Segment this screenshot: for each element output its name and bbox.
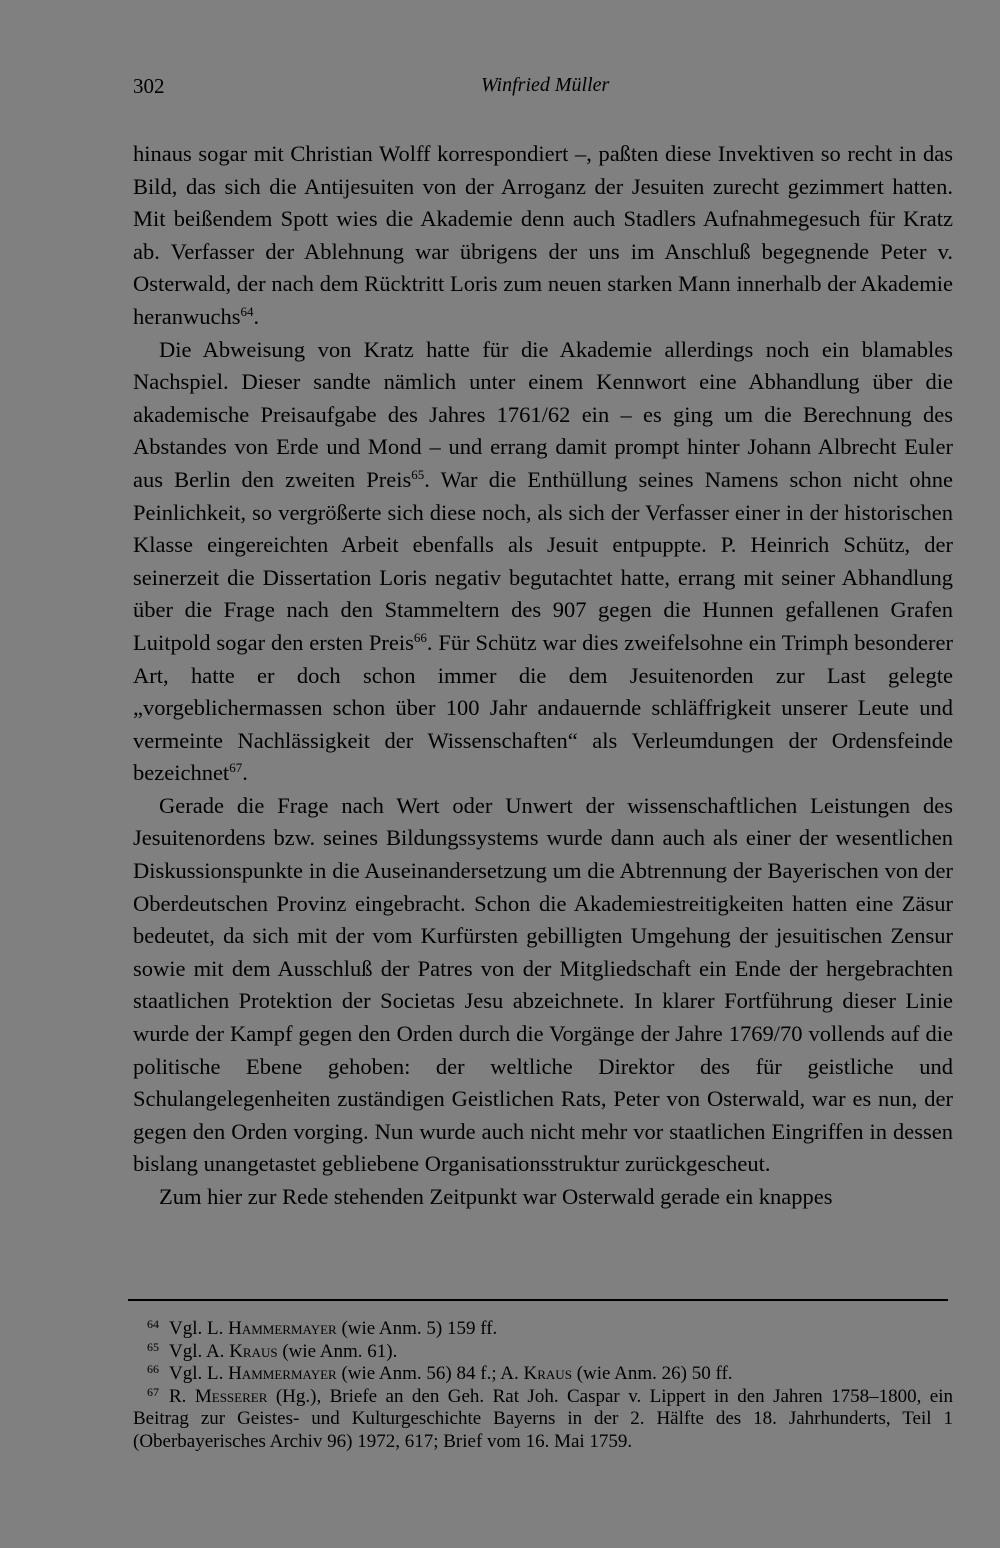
footnote-author: Messerer xyxy=(194,1385,268,1407)
footnote-text: (Hg.), Briefe an den Geh. Rat Joh. Caspar v. Lippert in den Jahren 1758–1800, ein Beitrag zur Geistes- und Kulturgeschichte Bayerns in der 2. Hälfte des 18. Jahrhunderts, Teil 1 (Oberbayerisches Archiv 96) 1972, 617; Brief vom 16. Mai 1759. xyxy=(133,1385,953,1452)
footnotes xyxy=(133,1318,953,1453)
footnote-text: Vgl. L. xyxy=(169,1318,229,1339)
footnote-text: R. xyxy=(169,1385,195,1407)
footnote-author: Kraus xyxy=(523,1363,572,1384)
page-number: 302 xyxy=(133,74,165,98)
running-title: Winfried Müller xyxy=(481,74,610,96)
footnote-65 xyxy=(133,1341,953,1364)
footnote-author: Hammermayer xyxy=(228,1363,337,1384)
footnote-ref-66[interactable]: 66 xyxy=(413,629,427,645)
footnote-author: Kraus xyxy=(229,1340,278,1362)
footnote-text: Vgl. L. xyxy=(169,1363,229,1384)
paragraph-1-text: hinaus sogar mit Christian Wolff korrespondiert –, paßten diese Invektiven so recht in das Bild, das sich die Antijesuiten von der Arroganz der Jesuiten zurecht gezimmert hatten. Mit beißendem Spott wies die Akademie denn auch Stadlers Aufnahmegesuch für Kratz ab. Verfasser der Ablehnung war übrigens der uns im Anschluß begegnende Peter v. Osterwald, der nach dem Rücktritt Loris zum neuen starken Mann innerhalb der Akademie heranwuchs xyxy=(133,141,953,329)
paragraph-2-text-a: Die Abweisung von Kratz hatte für die Akademie allerdings noch ein blamables Nachspiel. Dieser sandte nämlich unter einem Kennwort eine Abhandlung über die akademische Preisaufgabe des Jahres 1761/62 ein – es ging um die Berechnung des Abstandes von Erde und Mond – und errang damit prompt hinter Johann Albrecht Euler aus Berlin den zweiten Preis xyxy=(133,336,953,492)
footnote-number: 67 xyxy=(147,1384,159,1399)
footnote-ref-64[interactable]: 64 xyxy=(240,303,254,319)
footnote-text: (wie Anm. 26) 50 ff. xyxy=(571,1363,733,1384)
footnote-67 xyxy=(133,1386,953,1454)
paragraph-1-tail: . xyxy=(253,303,260,329)
paragraph-1 xyxy=(133,138,953,334)
paragraph-2-text-d: . xyxy=(242,760,248,786)
paragraph-4: Zum hier zur Rede stehenden Zeitpunkt war Osterwald gerade ein knappes xyxy=(159,1184,833,1209)
paragraph-2-text-c: . Für Schütz war dies zweifelsohne ein Trimph besonderer Art, hatte er doch schon immer die dem Jesuitenorden zur Last gelegte „vorgeblichermassen schon über 100 Jahr andauernde schläffrigkeit unserer Leute und vermeinte Nachlässigkeit der Wissenschaften“ als Verleumdungen der Ordensfeinde bezeichnet xyxy=(133,629,953,786)
footnote-text: (wie Anm. 5) 159 ff. xyxy=(336,1318,498,1339)
footnote-text: (wie Anm. 61). xyxy=(277,1340,398,1362)
footnote-number: 66 xyxy=(147,1362,159,1376)
footnote-ref-67[interactable]: 67 xyxy=(229,760,243,776)
paragraph-2 xyxy=(133,334,953,790)
footnote-number: 64 xyxy=(147,1317,159,1331)
body-text xyxy=(133,138,953,1214)
footnote-64 xyxy=(133,1318,953,1341)
paragraph-3: Gerade die Frage nach Wert oder Unwert der wissenschaftlichen Leistungen des Jesuitenordens bzw. seines Bildungssystems wurde dann auch als einer der wesentlichen Diskussionspunkte in die Auseinandersetzung um die Abtrennung der Bayerischen von der Oberdeutschen Provinz eingebracht. Schon die Akademiestreitigkeiten hatten eine Zäsur bedeutet, da sich mit der vom Kurfürsten gebilligten Umgehung der jesuitischen Zensur sowie mit dem Ausschluß der Patres von der Mitgliedschaft ein Ende der hergebrachten staatlichen Protektion der Societas Jesu abzeichnete. In klarer Fortführung dieser Linie wurde der Kampf gegen den Orden durch die Vorgänge der Jahre 1769/70 vollends auf die politische Ebene gehoben: der weltliche Direktor des für geistliche und Schulangelegenheiten zuständigen Geistlichen Rats, Peter von Osterwald, war es nun, der gegen den Orden vorging. Nun wurde auch nicht mehr vor staatlichen Eingriffen in dessen bislang unangetastet gebliebene Organisationsstruktur zurückgescheut. xyxy=(133,792,953,1177)
footnote-text: (wie Anm. 56) 84 f.; A. xyxy=(336,1363,524,1384)
footnote-divider xyxy=(128,1299,948,1301)
footnote-text: Vgl. A. xyxy=(169,1340,230,1362)
footnote-66 xyxy=(133,1363,953,1386)
footnote-ref-65[interactable]: 65 xyxy=(411,466,425,482)
page-header xyxy=(133,74,953,104)
paragraph-2-text-b: . War die Enthüllung seines Namens schon nicht ohne Peinlichkeit, so vergrößerte sich diese noch, als sich der Verfasser einer in der historischen Klasse eingereichten Arbeit ebenfalls als Jesuit entpuppte. P. Heinrich Schütz, der seinerzeit die Dissertation Loris negativ begutachtet hatte, errang mit seiner Abhandlung über die Frage nach den Stammeltern des 907 gegen die Hunnen gefallenen Grafen Luitpold sogar den ersten Preis xyxy=(133,466,953,655)
footnote-number: 65 xyxy=(147,1339,159,1354)
footnote-author: Hammermayer xyxy=(228,1318,337,1339)
